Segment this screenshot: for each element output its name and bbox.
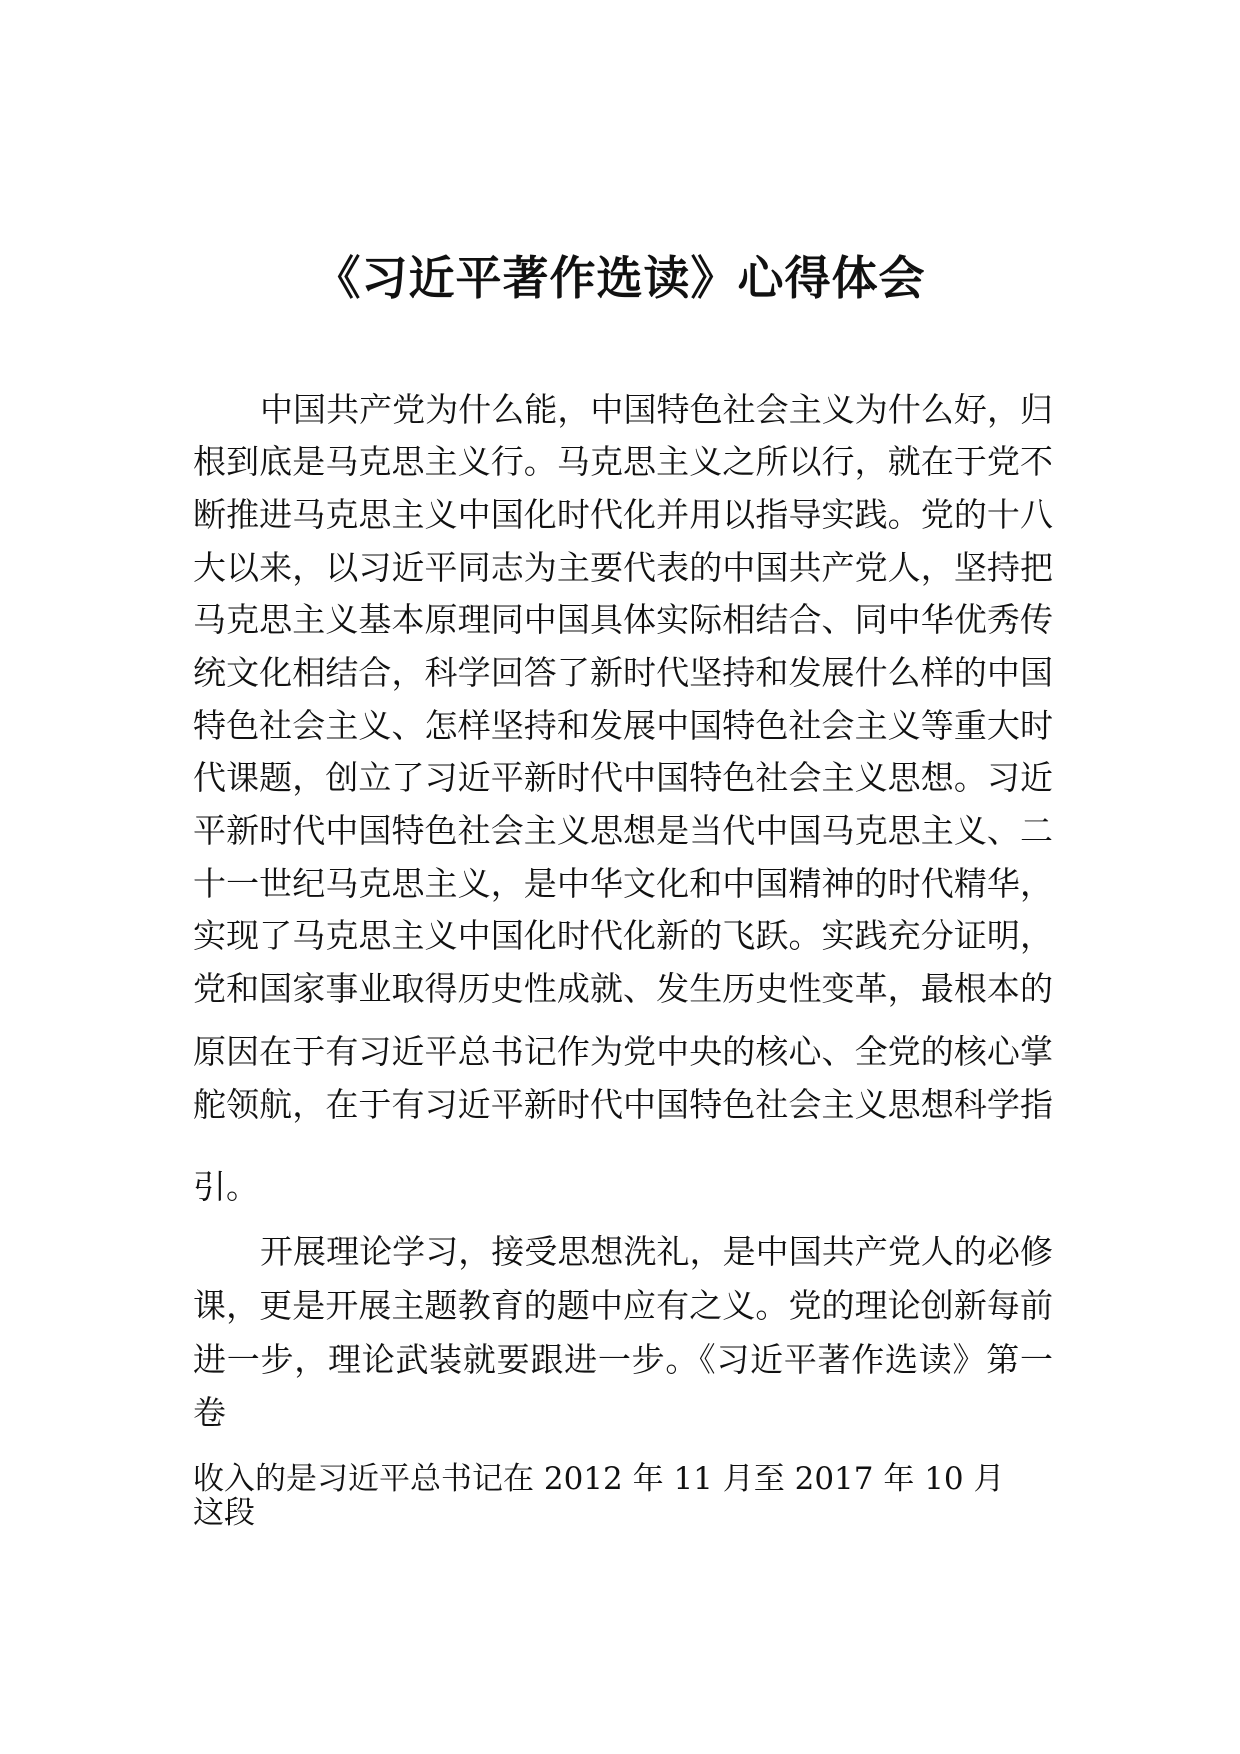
text-line: 党和国家事业取得历史性成就、发生历史性变革，最根本的 <box>193 969 1053 1008</box>
text-line: 课，更是开展主题教育的题中应有之义。党的理论创新每前 <box>193 1286 1053 1325</box>
text-line: 卷 <box>193 1393 226 1432</box>
text-line: 马克思主义基本原理同中国具体实际相结合、同中华优秀传 <box>193 600 1053 639</box>
text-line: 收入的是习近平总书记在 2012 年 11 月至 2017 年 10 月 <box>193 1461 1005 1497</box>
text-line: 开展理论学习，接受思想洗礼，是中国共产党人的必修 <box>260 1232 1053 1271</box>
text-line: 特色社会主义、怎样坚持和发展中国特色社会主义等重大时 <box>193 706 1053 745</box>
text-line: 代课题，创立了习近平新时代中国特色社会主义思想。习近 <box>193 758 1053 797</box>
text-line: 统文化相结合，科学回答了新时代坚持和发展什么样的中国 <box>193 653 1053 692</box>
text-line: 平新时代中国特色社会主义思想是当代中国马克思主义、二 <box>193 811 1053 850</box>
text-line: 大以来，以习近平同志为主要代表的中国共产党人，坚持把 <box>193 548 1053 587</box>
text-line: 根到底是马克思主义行。马克思主义之所以行，就在于党不 <box>193 442 1053 481</box>
text-line: 中国共产党为什么能，中国特色社会主义为什么好，归 <box>260 390 1053 429</box>
text-line: 舵领航，在于有习近平新时代中国特色社会主义思想科学指 <box>193 1085 1053 1124</box>
text-line: 引。 <box>193 1167 259 1206</box>
text-line: 实现了马克思主义中国化时代化新的飞跃。实践充分证明， <box>193 916 1053 955</box>
text-line: 这段 <box>193 1495 255 1531</box>
text-line: 断推进马克思主义中国化时代化并用以指导实践。党的十八 <box>193 495 1053 534</box>
text-line: 原因在于有习近平总书记作为党中央的核心、全党的核心掌 <box>193 1032 1053 1071</box>
text-line: 十一世纪马克思主义，是中华文化和中国精神的时代精华， <box>193 864 1053 903</box>
text-line: 进一步，理论武装就要跟进一步。《习近平著作选读》第一 <box>193 1340 1053 1379</box>
document-title: 《习近平著作选读》心得体会 <box>314 251 926 305</box>
